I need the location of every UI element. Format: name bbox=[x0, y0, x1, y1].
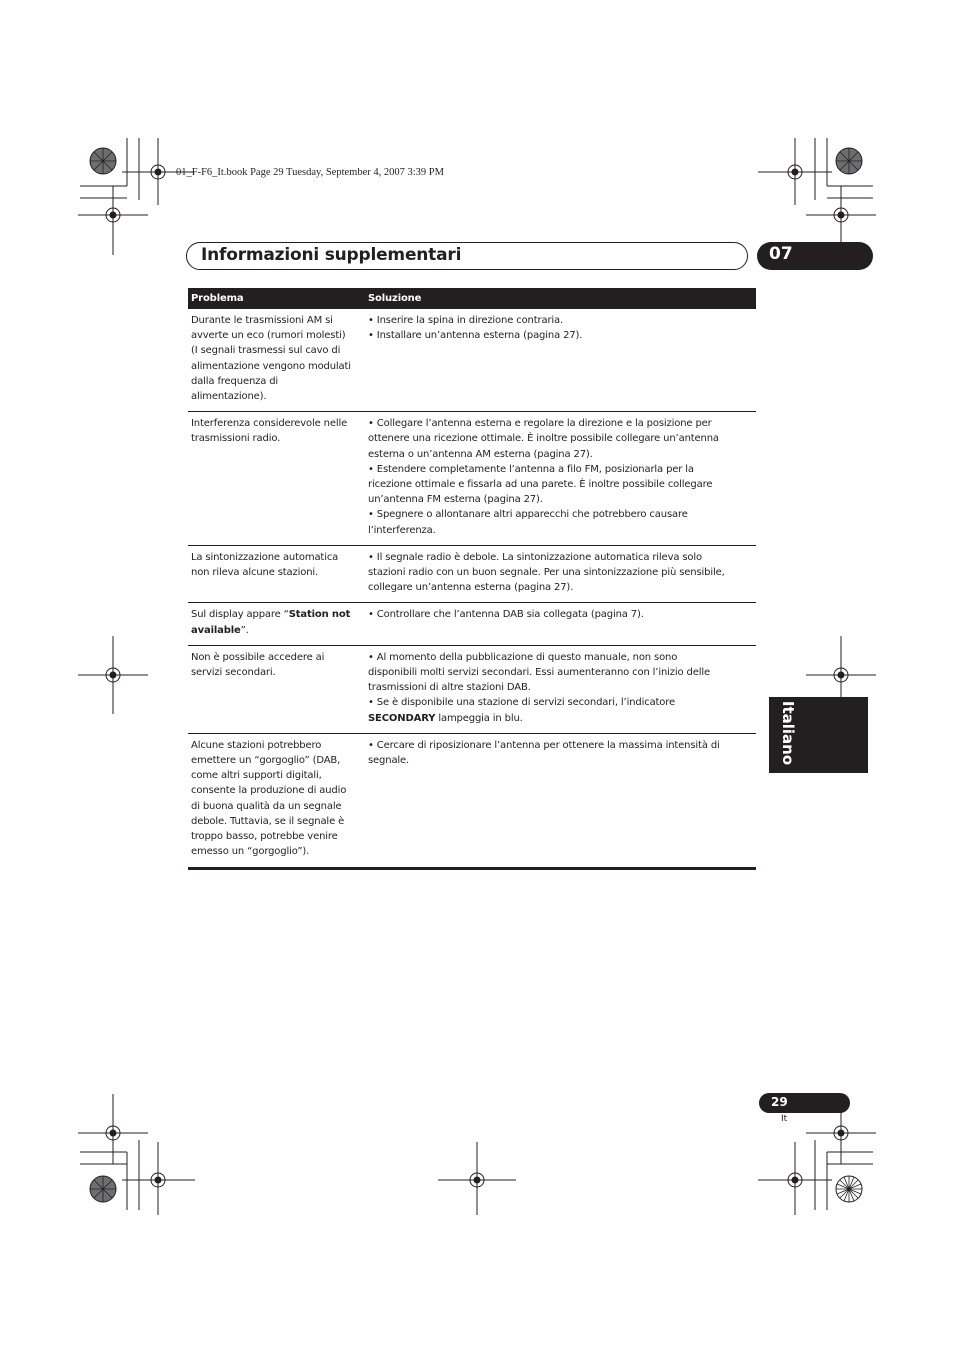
cell-line: debole. Tuttavia, se il segnale è bbox=[191, 815, 345, 827]
cell-line: l’interferenza. bbox=[368, 524, 436, 536]
cell-line: emettere un “gorgoglio” (DAB, bbox=[191, 755, 341, 767]
cell-text: lampeggia in blu. bbox=[435, 712, 523, 724]
cell-line: stazioni radio con un buon segnale. Per una sintonizzazione più sensibile, bbox=[368, 567, 725, 579]
cell-line: • Il segnale radio è debole. La sintonizzazione automatica rileva solo bbox=[368, 551, 702, 563]
cell-line: collegare un’antenna esterna (pagina 27). bbox=[368, 582, 574, 594]
cell-line: servizi secondari. bbox=[191, 667, 276, 679]
table-row bbox=[188, 412, 756, 546]
problem-cell bbox=[188, 645, 365, 733]
cell-line: (I segnali trasmessi sul cavo di bbox=[191, 345, 341, 357]
cell-line: alimentazione vengono modulati bbox=[191, 360, 351, 372]
cell-line: La sintonizzazione automatica bbox=[191, 551, 339, 563]
chapter-header bbox=[186, 242, 748, 270]
cell-line: dalla frequenza di bbox=[191, 375, 279, 387]
cell-line bbox=[191, 607, 362, 622]
cell-line: esterna o un’antenna AM esterna (pagina 27). bbox=[368, 448, 593, 460]
cell-line: Non è possibile accedere ai bbox=[191, 651, 325, 663]
chapter-number-badge bbox=[757, 242, 873, 270]
cell-line: • Inserire la spina in direzione contraria. bbox=[368, 315, 564, 326]
cell-line: un’antenna FM esterna (pagina 27). bbox=[368, 494, 543, 506]
language-label: Italiano bbox=[779, 700, 797, 766]
display-message-text: available bbox=[191, 624, 241, 636]
book-info-line: 01_F-F6_It.book Page 29 Tuesday, September 4, 2007 3:39 PM bbox=[176, 167, 444, 178]
problem-cell bbox=[188, 545, 365, 603]
table-row bbox=[188, 733, 756, 868]
column-header-solution: Soluzione bbox=[365, 288, 756, 309]
table-row bbox=[188, 309, 756, 412]
cell-line: • Controllare che l’antenna DAB sia collegata (pagina 7). bbox=[368, 609, 644, 621]
solution-cell bbox=[365, 545, 756, 603]
cell-line bbox=[368, 711, 753, 726]
solution-cell bbox=[365, 603, 756, 645]
cell-line: trasmissioni di altre stazioni DAB. bbox=[368, 682, 531, 694]
cell-line: Durante le trasmissioni AM si bbox=[191, 315, 333, 326]
cell-text: Sul display appare “ bbox=[191, 609, 289, 621]
cell-line bbox=[191, 623, 362, 638]
cell-line: emesso un “gorgoglio”). bbox=[191, 846, 310, 858]
cell-line: Alcune stazioni potrebbero bbox=[191, 739, 322, 751]
language-side-tab bbox=[769, 697, 868, 773]
cell-line: consente la produzione di audio bbox=[191, 785, 347, 797]
solution-cell bbox=[365, 412, 756, 546]
cell-line: trasmissioni radio. bbox=[191, 433, 281, 445]
table-row bbox=[188, 645, 756, 733]
page-number: 29 bbox=[771, 1095, 788, 1109]
cell-text: ”. bbox=[240, 624, 249, 636]
cell-line: • Al momento della pubblicazione di questo manuale, non sono bbox=[368, 651, 678, 663]
cell-line: • Estendere completamente l’antenna a filo FM, posizionarla per la bbox=[368, 463, 694, 475]
problem-cell bbox=[188, 309, 365, 412]
display-message-text: Station not bbox=[288, 609, 351, 621]
cell-line: disponibili molti servizi secondari. Essi aumenteranno con l’inizio delle bbox=[368, 667, 710, 679]
problem-cell bbox=[188, 412, 365, 546]
page-number-badge bbox=[759, 1093, 850, 1113]
solution-cell bbox=[365, 309, 756, 412]
table-header-row bbox=[188, 288, 756, 309]
cell-line: come altri supporti digitali, bbox=[191, 770, 322, 782]
cell-line: segnale. bbox=[368, 755, 410, 767]
page-language-code: It bbox=[781, 1114, 788, 1124]
solution-cell bbox=[365, 645, 756, 733]
cell-line: di buona qualità da un segnale bbox=[191, 800, 342, 812]
problem-cell bbox=[188, 733, 365, 868]
table-row bbox=[188, 545, 756, 603]
cell-line: • Cercare di riposizionare l’antenna per ottenere la massima intensità di bbox=[368, 739, 720, 751]
table-row bbox=[188, 603, 756, 645]
chapter-number: 07 bbox=[769, 244, 793, 264]
cell-line: alimentazione). bbox=[191, 391, 267, 403]
cell-line: Interferenza considerevole nelle bbox=[191, 418, 348, 430]
cell-line: ottenere una ricezione ottimale. È inoltre possibile collegare un’antenna bbox=[368, 433, 719, 445]
solution-cell bbox=[365, 733, 756, 868]
cell-line: • Collegare l’antenna esterna e regolare la direzione e la posizione per bbox=[368, 418, 712, 430]
cell-line: • Installare un’antenna esterna (pagina 27). bbox=[368, 330, 583, 342]
cell-line: avverte un eco (rumori molesti) bbox=[191, 330, 346, 342]
chapter-title: Informazioni supplementari bbox=[201, 245, 462, 265]
cell-line: non rileva alcune stazioni. bbox=[191, 567, 319, 579]
indicator-name-text: SECONDARY bbox=[368, 712, 436, 724]
cell-line: • Spegnere o allontanare altri apparecchi che potrebbero causare bbox=[368, 509, 688, 521]
troubleshooting-table bbox=[188, 288, 756, 870]
cell-line: troppo basso, potrebbe venire bbox=[191, 831, 338, 843]
problem-cell bbox=[188, 603, 365, 645]
cell-line: • Se è disponibile una stazione di servizi secondari, l’indicatore bbox=[368, 697, 676, 709]
cell-line: ricezione ottimale e fissarla ad una parete. È inoltre possibile collegare bbox=[368, 479, 713, 491]
column-header-problem: Problema bbox=[188, 288, 365, 309]
